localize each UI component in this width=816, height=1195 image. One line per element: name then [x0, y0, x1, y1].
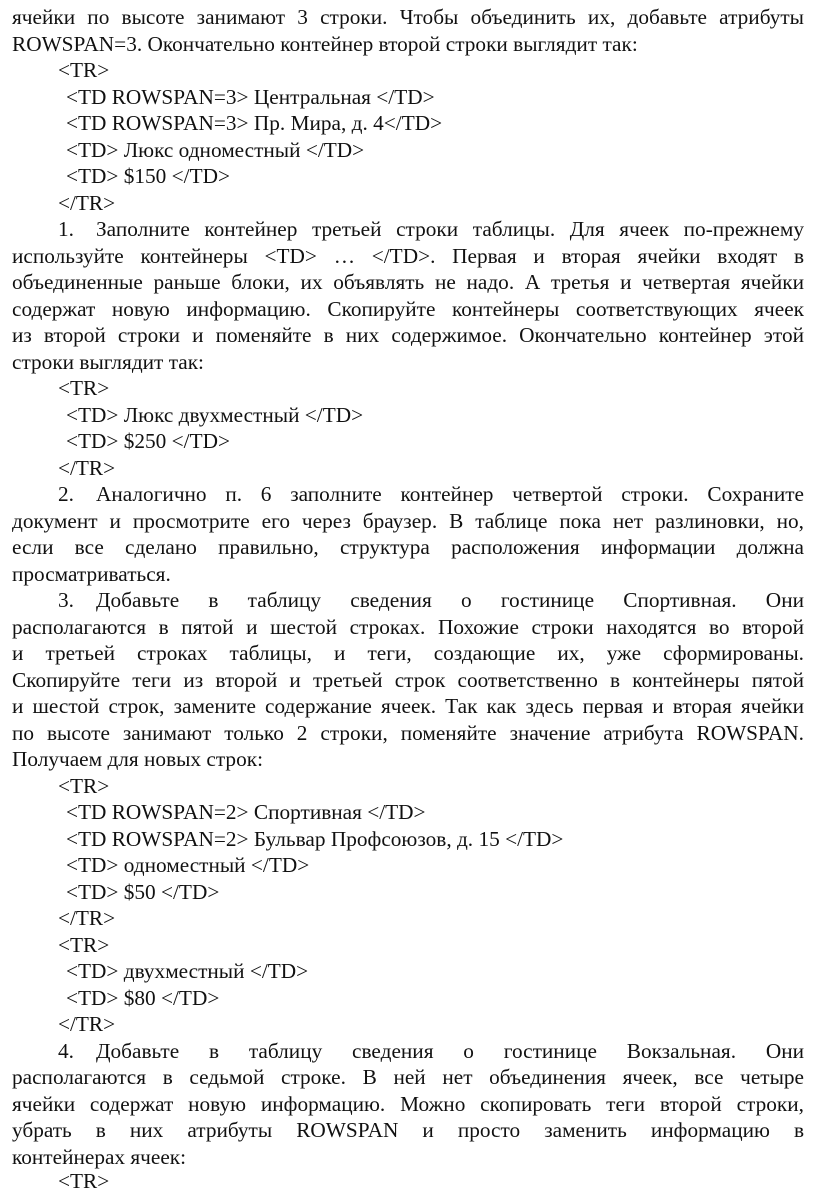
text-line: документ и просмотрите его через браузер. В таблице пока нет разлиновки, но,: [12, 509, 804, 533]
code-line: <TD> одноместный </TD>: [66, 853, 310, 877]
text-line: Скопируйте теги из второй и третьей строк соответственно в контейнеры пятой: [12, 668, 804, 692]
text-line: ячейки содержат новую информацию. Можно скопировать теги второй строки,: [12, 1092, 804, 1116]
code-line: <TR>: [58, 376, 110, 400]
code-line: </TR>: [58, 1012, 116, 1036]
code-line: <TD ROWSPAN=2> Бульвар Профсоюзов, д. 15 </TD>: [66, 827, 564, 851]
code-line: <TD ROWSPAN=3> Пр. Мира, д. 4</TD>: [66, 111, 443, 135]
list-item-2: [58, 481, 804, 508]
list-item-text: Добавьте в таблицу сведения о гостинице Вокзальная. Они: [96, 1039, 804, 1063]
text-line: используйте контейнеры <TD> … </TD>. Первая и вторая ячейки входят в: [12, 244, 804, 268]
text-line: объединенные раньше блоки, их объявлять не надо. А третья и четвертая ячейки: [12, 270, 804, 294]
text-line: ячейки по высоте занимают 3 строки. Чтобы объединить их, добавьте атрибуты: [12, 5, 804, 29]
text-line: просматриваться.: [12, 562, 171, 586]
code-line: <TD> двухместный </TD>: [66, 959, 309, 983]
text-line: содержат новую информацию. Скопируйте контейнеры соответствующих ячеек: [12, 297, 804, 321]
code-line: <TD> $150 </TD>: [66, 164, 230, 188]
code-line: <TD> Люкс одноместный </TD>: [66, 138, 365, 162]
list-item-4: [58, 1038, 804, 1065]
list-number: 4.: [58, 1039, 74, 1063]
list-item-text: Добавьте в таблицу сведения о гостинице Спортивная. Они: [96, 588, 804, 612]
code-line: </TR>: [58, 456, 116, 480]
code-line: <TR>: [58, 58, 110, 82]
code-line: <TR>: [58, 1169, 110, 1193]
text-line: Получаем для новых строк:: [12, 747, 263, 771]
text-line: ROWSPAN=3. Окончательно контейнер второй строки выглядит так:: [12, 32, 638, 56]
code-line: </TR>: [58, 906, 116, 930]
code-line: <TD> $50 </TD>: [66, 880, 220, 904]
text-line: строки выглядит так:: [12, 350, 204, 374]
code-line: <TD> Люкс двухместный </TD>: [66, 403, 364, 427]
list-item-text: Заполните контейнер третьей строки таблицы. Для ячеек по-прежнему: [96, 217, 804, 241]
text-line: и третьей строках таблицы, и теги, создающие их, уже сформированы.: [12, 641, 804, 665]
text-line: по высоте занимают только 2 строки, поменяйте значение атрибута ROWSPAN.: [12, 721, 804, 745]
code-line: <TD> $250 </TD>: [66, 429, 230, 453]
text-line: убрать в них атрибуты ROWSPAN и просто заменить информацию в: [12, 1118, 804, 1142]
code-line: <TR>: [58, 933, 110, 957]
text-line: располагаются в пятой и шестой строках. Похожие строки находятся во второй: [12, 615, 804, 639]
text-line: и шестой строк, замените содержание ячеек. Так как здесь первая и вторая ячейки: [12, 694, 804, 718]
text-line: располагаются в седьмой строке. В ней нет объединения ячеек, все четыре: [12, 1065, 804, 1089]
code-line: <TR>: [58, 774, 110, 798]
list-number: 3.: [58, 588, 74, 612]
list-item-3: [58, 587, 804, 614]
code-line: <TD> $80 </TD>: [66, 986, 220, 1010]
code-line: <TD ROWSPAN=2> Спортивная </TD>: [66, 800, 426, 824]
text-line: из второй строки и поменяйте в них содержимое. Окончательно контейнер этой: [12, 323, 804, 347]
text-line: если все сделано правильно, структура расположения информации должна: [12, 535, 804, 559]
code-line: <TD ROWSPAN=3> Центральная </TD>: [66, 85, 435, 109]
text-line: контейнерах ячеек:: [12, 1145, 187, 1169]
list-number: 2.: [58, 482, 74, 506]
code-line: </TR>: [58, 191, 116, 215]
list-number: 1.: [58, 217, 74, 241]
list-item-text: Аналогично п. 6 заполните контейнер четвертой строки. Сохраните: [96, 482, 804, 506]
list-item-1: [58, 216, 804, 243]
